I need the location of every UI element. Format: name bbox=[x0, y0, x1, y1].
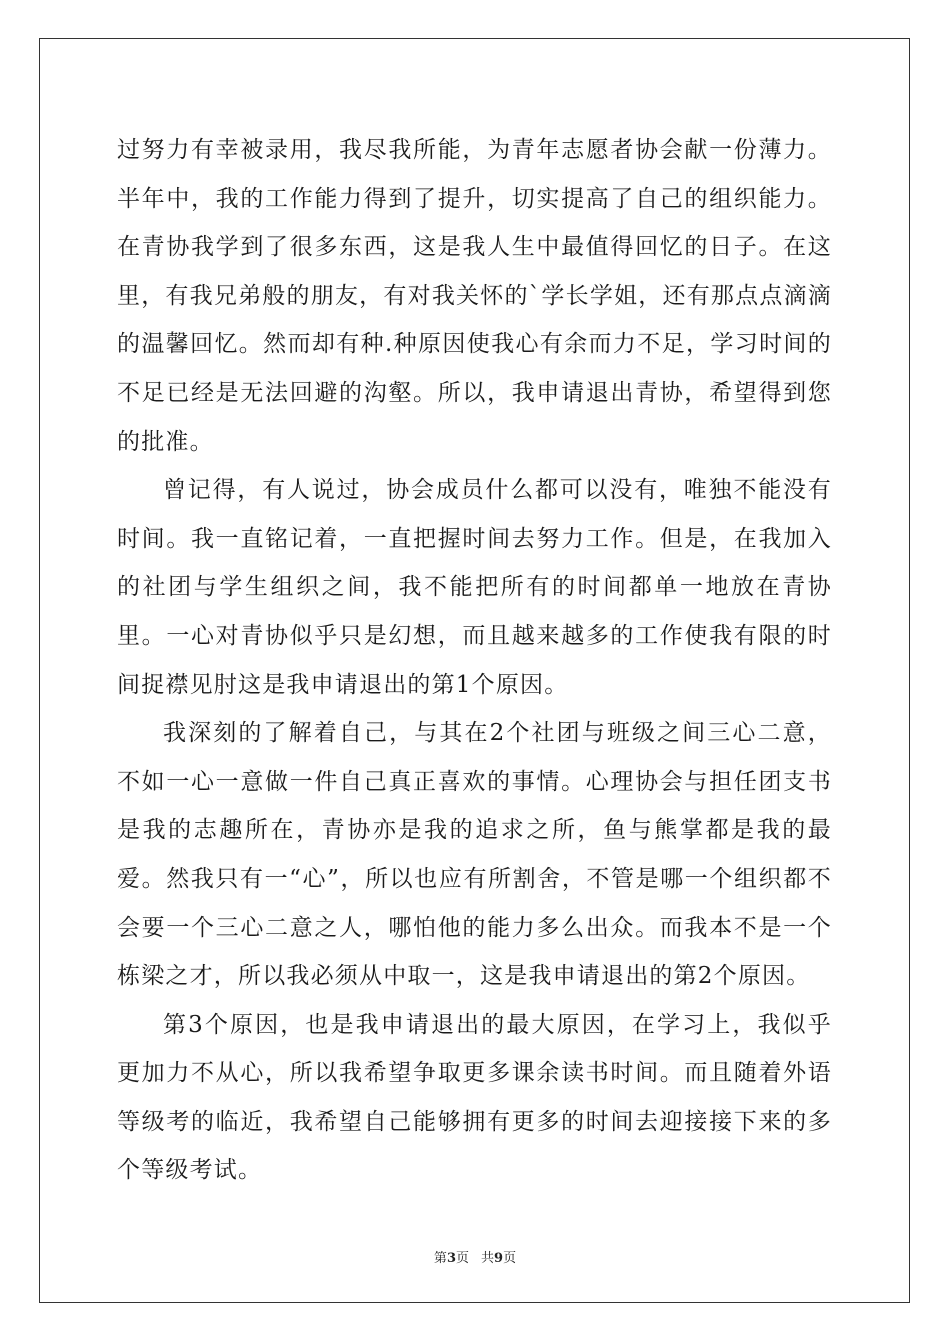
footer-total-suffix: 页 bbox=[503, 1251, 517, 1266]
page-footer bbox=[0, 1247, 950, 1266]
paragraph-4: 第3个原因，也是我申请退出的最大原因，在学习上，我似乎更加力不从心，所以我希望争取更多课余读书时间。而且随着外语等级考的临近，我希望自己能够拥有更多的时间去迎接接下来的多个等级考试。 bbox=[117, 1011, 832, 1184]
footer-total-prefix: 共 bbox=[481, 1251, 495, 1266]
paragraph-3: 我深刻的了解着自己，与其在2个社团与班级之间三心二意，不如一心一意做一件自己真正喜欢的事情。心理协会与担任团支书是我的志趣所在，青协亦是我的追求之所，鱼与熊掌都是我的最爱。然我只有一“心”，所以也应有所割舍，不管是哪一个组织都不会要一个三心二意之人，哪怕他的能力多么出众。而我本不是一个栋梁之才，所以我必须从中取一，这是我申请退出的第2个原因。 bbox=[117, 720, 832, 990]
document-body bbox=[117, 126, 832, 1195]
paragraph-2: 曾记得，有人说过，协会成员什么都可以没有，唯独不能没有时间。我一直铭记着，一直把握时间去努力工作。但是，在我加入的社团与学生组织之间，我不能把所有的时间都单一地放在青协里。一心对青协似乎只是幻想，而且越来越多的工作使我有限的时间捉襟见肘这是我申请退出的第1个原因。 bbox=[117, 477, 832, 698]
footer-page-number: 3 bbox=[446, 1251, 456, 1266]
footer-total-pages: 9 bbox=[494, 1251, 504, 1266]
footer-page-suffix: 页 bbox=[455, 1251, 469, 1266]
paragraph-1: 过努力有幸被录用，我尽我所能，为青年志愿者协会献一份薄力。半年中，我的工作能力得到了提升，切实提高了自己的组织能力。在青协我学到了很多东西，这是我人生中最值得回忆的日子。在这里，有我兄弟般的朋友，有对我关怀的`学长学姐，还有那点点滴滴的温馨回忆。然而却有种.种原因使我心有余而力不足，学习时间的不足已经是无法回避的沟壑。所以，我申请退出青协，希望得到您的批准。 bbox=[117, 137, 832, 455]
footer-page-prefix: 第 bbox=[433, 1251, 447, 1266]
